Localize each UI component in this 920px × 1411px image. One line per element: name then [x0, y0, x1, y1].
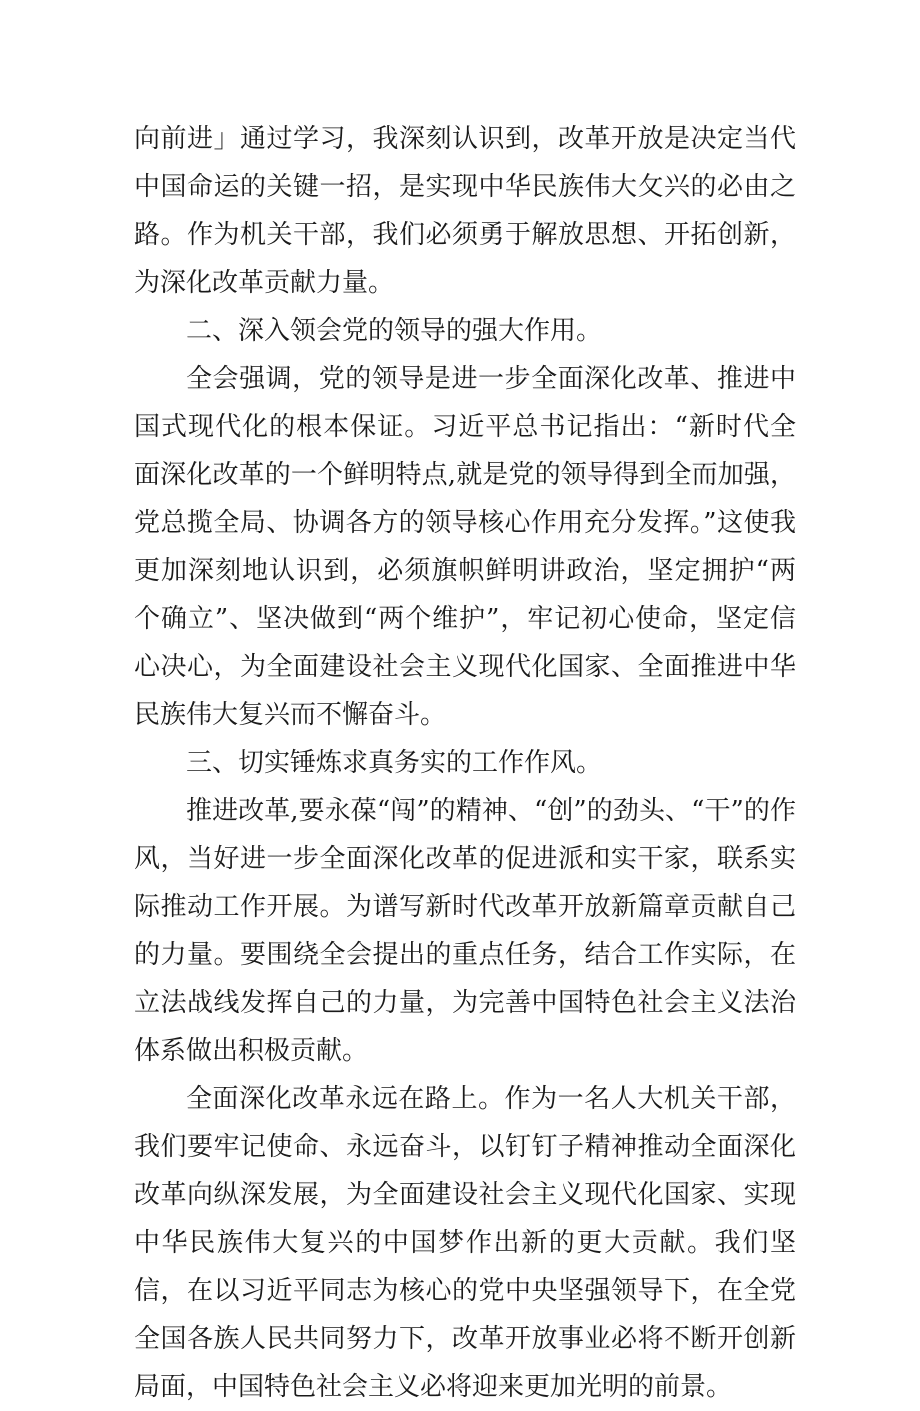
paragraph-conclusion: 全面深化改革永远在路上。作为一名人大机关干部，我们要牢记使命、永远奋斗，以钉钉子精神推动全面深化改革向纵深发展，为全面建设社会主义现代化国家、实现中华民族伟大复兴的中国梦作出新的更大贡献。我们坚信，在以习近平同志为核心的党中央坚强领导下，在全党全国各族人民共同努力下，改革开放事业必将不断开创新局面，中国特色社会主义必将迎来更加光明的前景。 [134, 1084, 796, 1402]
paragraph-work-style: 推进改革,要永葆“闯”的精神、“创”的劲头、“干”的作风，当好进一步全面深化改革的促进派和实干家，联系实际推动工作开展。为谱写新时代改革开放新篇章贡献自己的力量。要围绕全会提出的重点任务，结合工作实际，在立法战线发挥自己的力量，为完善中国特色社会主义法治体系做出积极贡献。 [134, 796, 796, 1066]
paragraph-continued: 向前进」通过学习，我深刻认识到，改革开放是决定当代中国命运的关键一招，是实现中华民族伟大攵兴的必由之路。作为机关干部，我们必须勇于解放思想、开拓创新，为深化改革贡献力量。 [134, 124, 796, 298]
section-heading-two: 二、深入领会党的领导的强大作用。 [186, 316, 603, 346]
paragraph-party-leadership: 全会强调，党的领导是进一步全面深化改革、推进中国式现代化的根本保证。习近平总书记指出：“新时代全面深化改革的一个鲜明特点,就是党的领导得到全而加强，党总揽全局、协调各方的领导核心作用充分发挥。”这使我更加深刻地认识到，必须旗帜鲜明讲政治，坚定拥护“两个确立”、坚决做到“两个维护”，牢记初心使命，坚定信心决心，为全面建设社会主义现代化国家、全面推进中华民族伟大复兴而不懈奋斗。 [134, 364, 796, 730]
section-heading-three: 三、切实锤炼求真务实的工作作风。 [186, 748, 603, 778]
document-body [134, 115, 796, 1411]
